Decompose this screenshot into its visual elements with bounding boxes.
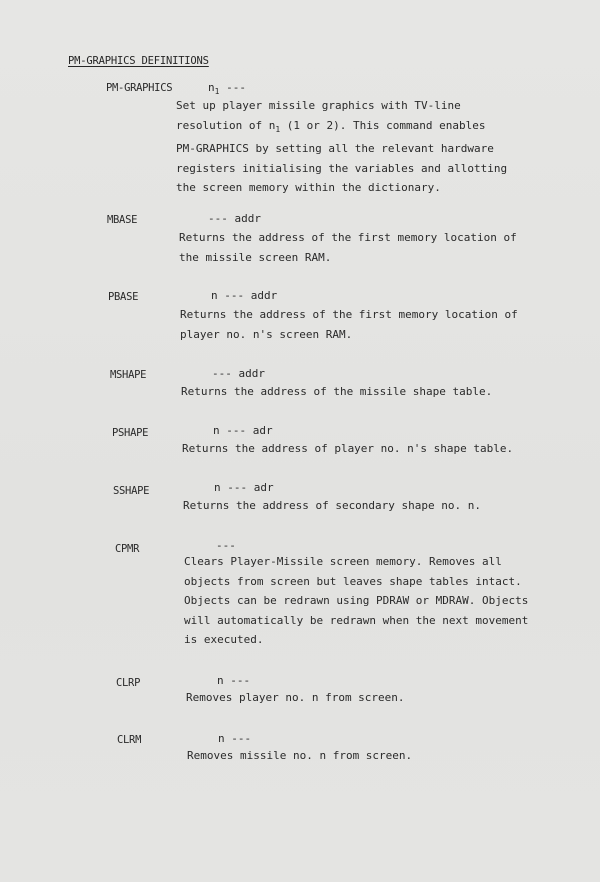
description-pshape (182, 439, 513, 459)
word-name-pshape: PSHAPE (112, 427, 149, 439)
description-text: (1 or 2). This command enables (280, 118, 486, 132)
description-line: Removes missile no. n from screen. (187, 749, 413, 762)
stack-signature-pshape: n --- adr (213, 424, 273, 437)
description-line: will automatically be redrawn when the next movement (184, 613, 529, 627)
stack-signature-pm-graphics (208, 81, 246, 96)
stack-signature-mshape: --- addr (212, 367, 265, 380)
stack-signature-mbase: --- addr (208, 212, 261, 225)
description-pm-graphics (176, 96, 507, 198)
stack-signature-cpmr: --- (216, 539, 236, 552)
description-line: Returns the address of the missile shape table. (181, 385, 493, 398)
word-name-clrm: CLRM (117, 734, 142, 746)
stack-signature-clrm: n --- (218, 732, 252, 745)
word-name-clrp: CLRP (116, 677, 141, 689)
description-text: resolution of n (176, 118, 276, 132)
stack-signature-sshape: n --- adr (214, 481, 274, 494)
section-heading: PM-GRAPHICS DEFINITIONS (68, 55, 209, 67)
description-line: Returns the address of secondary shape no. n. (183, 499, 482, 512)
description-line: the missile screen RAM. (179, 250, 332, 264)
description-line: objects from screen but leaves shape tables intact. (184, 574, 522, 588)
description-cpmr (184, 552, 528, 650)
description-line: registers initialising the variables and allotting (176, 161, 508, 175)
description-sshape (183, 496, 481, 516)
description-line: is executed. (184, 633, 264, 646)
description-line: PM-GRAPHICS by setting all the relevant hardware (176, 142, 494, 155)
description-clrp (186, 688, 405, 708)
word-name-mbase: MBASE (107, 214, 138, 226)
word-name-cpmr: CPMR (115, 543, 140, 555)
description-line: Set up player missile graphics with TV-line (176, 99, 461, 112)
sig-param: n (208, 81, 215, 94)
stack-signature-clrp: n --- (217, 674, 251, 687)
stack-signature-pbase: n --- addr (211, 289, 278, 302)
description-line: player no. n's screen RAM. (180, 327, 353, 341)
description-subscript: 1 (275, 124, 281, 134)
description-line: the screen memory within the dictionary. (176, 181, 441, 194)
description-mshape (181, 382, 492, 402)
description-pbase (180, 305, 518, 344)
description-mbase (179, 228, 517, 267)
description-line: Clears Player-Missile screen memory. Removes all (184, 555, 502, 568)
description-line: Returns the address of the first memory location of (180, 308, 518, 321)
word-name-mshape: MSHAPE (110, 369, 147, 381)
word-name-sshape: SSHAPE (113, 485, 150, 497)
description-line: Objects can be redrawn using PDRAW or MDRAW. Objects (184, 594, 529, 607)
description-line: Removes player no. n from screen. (186, 691, 405, 704)
description-line: Returns the address of the first memory location of (179, 231, 517, 244)
sig-arrow: --- (219, 81, 246, 94)
description-clrm (187, 746, 412, 766)
description-line (176, 116, 507, 140)
word-name-pm-graphics: PM-GRAPHICS (106, 82, 173, 94)
sig-param-subscript: 1 (214, 87, 220, 96)
word-name-pbase: PBASE (108, 291, 139, 303)
description-line: Returns the address of player no. n's shape table. (182, 442, 514, 455)
